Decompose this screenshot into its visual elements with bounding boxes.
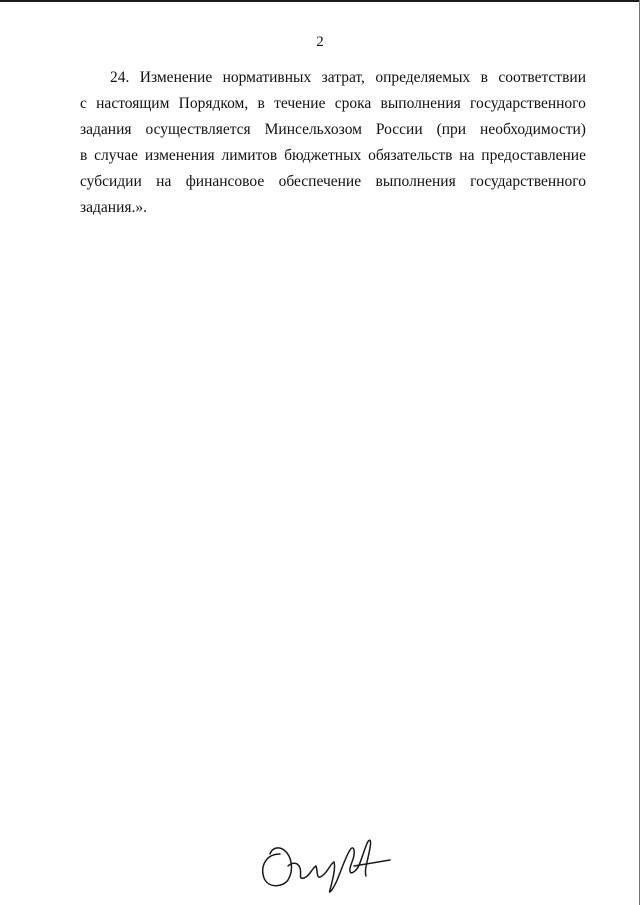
page-number: 2 xyxy=(316,34,324,50)
word: России xyxy=(375,121,423,138)
word: субсидии xyxy=(80,173,142,190)
word: задания xyxy=(80,121,132,138)
text-line xyxy=(80,143,586,169)
word: обязательств xyxy=(368,147,453,164)
word: Изменение xyxy=(139,69,213,86)
word: бюджетных xyxy=(284,147,362,164)
word: нормативных xyxy=(222,69,312,86)
word: Минсельхозом xyxy=(264,121,362,138)
word: Порядком, xyxy=(178,95,249,112)
word: определяемых xyxy=(375,69,471,86)
word: соответствии xyxy=(498,69,586,86)
word: обеспечение xyxy=(278,173,362,190)
text-line xyxy=(80,117,586,143)
word: задания.». xyxy=(80,199,147,216)
word: выполнения xyxy=(375,173,456,190)
word: государственного xyxy=(470,173,586,190)
word: выполнения xyxy=(380,95,461,112)
text-line xyxy=(80,195,586,221)
word: осуществляется xyxy=(145,121,251,138)
text-line xyxy=(80,65,586,91)
scan-edge-top xyxy=(0,0,640,2)
word: случае xyxy=(94,147,139,164)
word: в xyxy=(257,95,265,112)
word: настоящим xyxy=(96,95,170,112)
word: в xyxy=(480,69,488,86)
paragraph-24 xyxy=(80,65,586,221)
word: затрат, xyxy=(321,69,365,86)
word: течение xyxy=(274,95,326,112)
word: изменения xyxy=(144,147,215,164)
word: на xyxy=(156,173,172,190)
text-line xyxy=(80,169,586,195)
text-line xyxy=(80,91,586,117)
word: лимитов xyxy=(221,147,278,164)
word: государственного xyxy=(470,95,586,112)
handwritten-signature xyxy=(258,826,392,896)
word: срока xyxy=(334,95,372,112)
word: предоставление xyxy=(481,147,586,164)
word: финансовое xyxy=(185,173,265,190)
word: 24. xyxy=(110,69,130,86)
word: в xyxy=(80,147,88,164)
word: с xyxy=(80,95,87,112)
word: на xyxy=(459,147,475,164)
word: необходимости) xyxy=(480,121,586,138)
word: (при xyxy=(436,121,467,138)
